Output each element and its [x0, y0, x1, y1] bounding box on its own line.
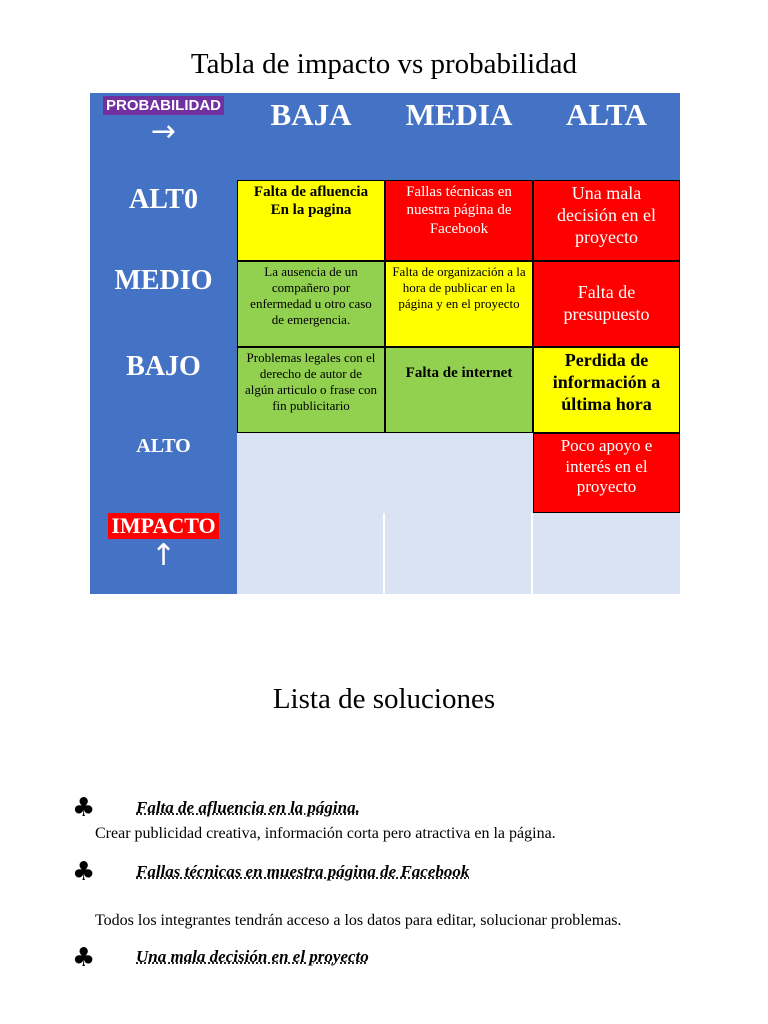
table-title: Tabla de impacto vs probabilidad	[190, 48, 578, 80]
risk-cell: Una mala decisión en el proyecto	[533, 180, 680, 261]
risk-cell: La ausencia de un compañero por enfermedad u otro caso de emergencia.	[237, 261, 385, 347]
club-bullet-icon: ♣	[72, 943, 96, 973]
club-bullet-icon: ♣	[72, 793, 96, 823]
risk-cell: Falta de afluencia En la pagina	[237, 180, 385, 261]
column-header-alta: ALTA	[533, 93, 680, 180]
column-header-baja: BAJA	[237, 93, 385, 180]
risk-cell: Fallas técnicas en nuestra página de Facebook	[385, 180, 533, 261]
solution-heading: Una mala decisión en el proyecto	[136, 947, 369, 966]
row-label-bajo: BAJO	[90, 347, 237, 433]
empty-cell	[533, 513, 680, 594]
solution-heading: Fallas técnicas en muestra página de Facebook	[136, 862, 470, 881]
row-label-alto: ALTO	[90, 433, 237, 513]
impact-probability-table	[90, 93, 680, 594]
risk-cell: Falta de internet	[385, 347, 533, 433]
up-arrow-icon: ↑	[150, 538, 177, 573]
right-arrow-icon: →	[150, 114, 177, 149]
empty-cell	[237, 513, 384, 594]
solution-text: Todos los integrantes tendrán acceso a los datos para editar, solucionar problemas.	[95, 912, 622, 929]
corner-cell	[90, 93, 237, 180]
column-header-media: MEDIA	[385, 93, 533, 180]
solution-text: Crear publicidad creativa, información corta pero atractiva en la página.	[95, 825, 556, 842]
club-bullet-icon: ♣	[72, 857, 96, 887]
risk-cell: Poco apoyo e interés en el proyecto	[533, 433, 680, 513]
empty-cell	[385, 513, 532, 594]
solution-heading: Falta de afluencia en la página.	[136, 798, 360, 817]
impact-label: IMPACTO	[108, 513, 218, 539]
risk-cell: Perdida de información a última hora	[533, 347, 680, 433]
impact-cell	[90, 513, 237, 594]
risk-cell: Falta de presupuesto	[533, 261, 680, 347]
solutions-title: Lista de soluciones	[272, 683, 496, 715]
row-label-alt0: ALT0	[90, 180, 237, 261]
risk-cell: Problemas legales con el derecho de autor de algún articulo o frase con fin publicitario	[237, 347, 385, 433]
risk-cell: Falta de organización a la hora de publicar en la página y en el proyecto	[385, 261, 533, 347]
probability-label: PROBABILIDAD	[103, 96, 224, 115]
row-label-medio: MEDIO	[90, 261, 237, 347]
empty-cell	[237, 433, 533, 513]
